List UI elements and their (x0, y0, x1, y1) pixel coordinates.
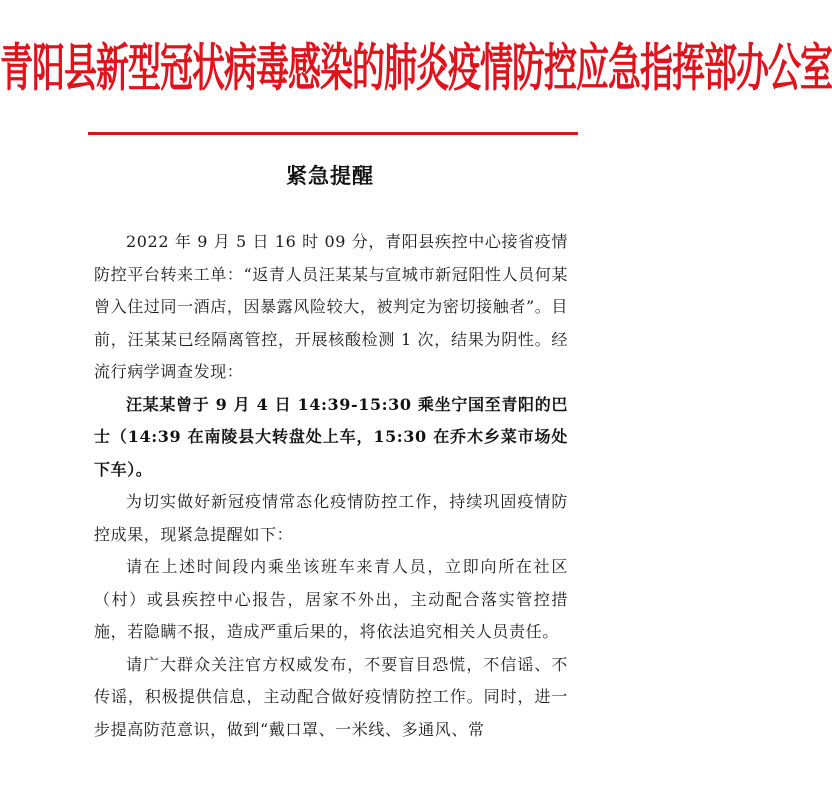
paragraph-public-advice: 请广大群众关注官方权威发布，不要盲目恐慌，不信谣、不传谣，积极提供信息，主动配合做好疫情防控工作。同时，进一步提高防范意识，做到“戴口罩、一米线、多通风、常 (94, 654, 568, 739)
document-header (0, 0, 832, 140)
paragraph-incident-report: 2022 年 9 月 5 日 16 时 09 分，青阳县疾控中心接省疫情防控平台转来工单：“返青人员汪某某与宣城市新冠阳性人员何某曾入住过同一酒店，因暴露风险较大，被判定为密切接触者”。目前，汪某某已经隔离管控，开展核酸检测 1 次，结果为阴性。经流行病学调查发现： (94, 232, 568, 381)
paragraph-passenger-notice: 请在上述时间段内乘坐该班车来青人员，立即向所在社区（村）或县疾控中心报告，居家不外出，主动配合落实管控措施，若隐瞒不报，造成严重后果的，将依法追究相关人员责任。 (94, 557, 568, 641)
document-title: 紧急提醒 (286, 164, 374, 188)
paragraph-travel-details: 汪某某曾于 9 月 4 日 14:39-15:30 乘坐宁国至青阳的巴士（14:39 在南陵县大转盘处上车，15:30 在乔木乡菜市场处下车）。 (94, 394, 568, 479)
red-header-rule (88, 132, 578, 135)
paragraph-reminder-intro: 为切实做好新冠疫情常态化疫情防控工作，持续巩固疫情防控成果，现紧急提醒如下： (94, 492, 568, 544)
issuing-office-title: 青阳县新型冠状病毒感染的肺炎疫情防控应急指挥部办公室 (0, 37, 832, 98)
document-body (94, 226, 568, 746)
